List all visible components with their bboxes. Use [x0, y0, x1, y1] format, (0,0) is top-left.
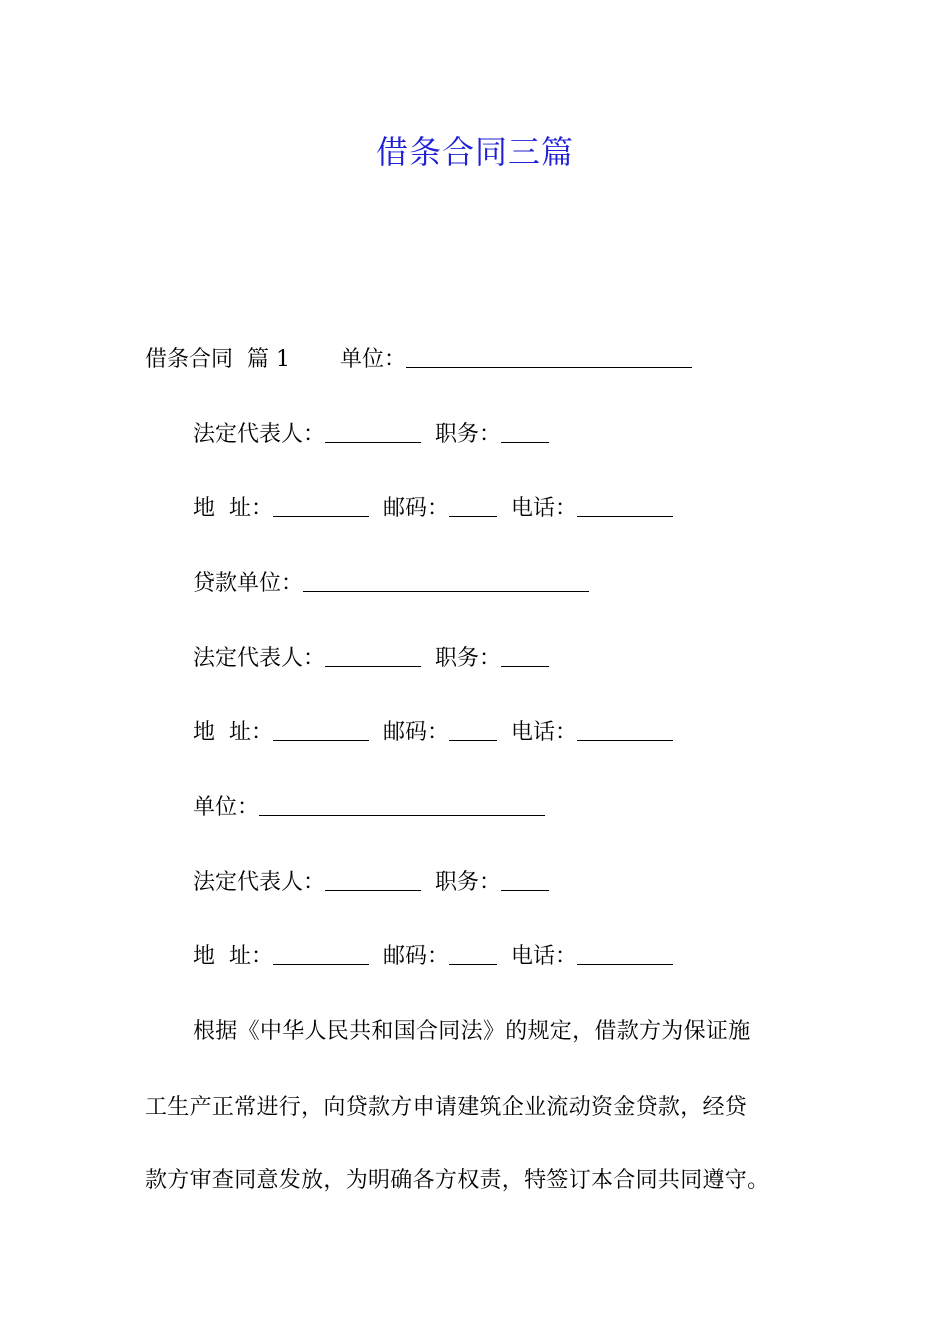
- guarantor-unit-blank[interactable]: [259, 793, 545, 816]
- guarantor-unit-label: 单位：: [193, 795, 260, 820]
- rep-label: 法定代表人：: [193, 870, 326, 895]
- postcode-label: 邮码：: [383, 720, 450, 745]
- document-title: 借条合同三篇: [375, 133, 574, 171]
- rep-line-3: [193, 868, 549, 898]
- lender-unit-label: 贷款单位：: [193, 571, 304, 596]
- address-label: 地 址：: [193, 944, 273, 969]
- address-label: 地 址：: [193, 496, 273, 521]
- address-label: 地 址：: [193, 720, 273, 745]
- lender-unit-blank[interactable]: [303, 569, 589, 592]
- phone-blank[interactable]: [577, 494, 673, 517]
- postcode-blank[interactable]: [449, 718, 497, 741]
- phone-label: 电话：: [511, 944, 578, 969]
- phone-label: 电话：: [511, 496, 578, 521]
- position-blank[interactable]: [501, 868, 549, 891]
- rep-line-2: [193, 644, 549, 674]
- rep-blank[interactable]: [325, 644, 421, 667]
- postcode-blank[interactable]: [449, 494, 497, 517]
- position-label: 职务：: [435, 646, 502, 671]
- unit-blank[interactable]: [406, 345, 692, 368]
- guarantor-unit-line: [193, 793, 545, 823]
- position-label: 职务：: [435, 422, 502, 447]
- position-blank[interactable]: [501, 420, 549, 443]
- phone-label: 电话：: [511, 720, 578, 745]
- borrower-unit-line: [145, 345, 692, 375]
- postcode-blank[interactable]: [449, 942, 497, 965]
- address-line-3: [193, 942, 673, 972]
- postcode-label: 邮码：: [383, 496, 450, 521]
- phone-blank[interactable]: [577, 942, 673, 965]
- body-paragraph-line: 根据《中华人民共和国合同法》的规定，借款方为保证施: [193, 1019, 751, 1044]
- body-paragraph-line: 款方审查同意发放，为明确各方权责，特签订本合同共同遵守。: [145, 1168, 770, 1193]
- address-blank[interactable]: [273, 494, 369, 517]
- position-blank[interactable]: [501, 644, 549, 667]
- rep-label: 法定代表人：: [193, 422, 326, 447]
- body-paragraph-line: 工生产正常进行，向贷款方申请建筑企业流动资金贷款，经贷: [145, 1095, 748, 1120]
- rep-label: 法定代表人：: [193, 646, 326, 671]
- address-blank[interactable]: [273, 942, 369, 965]
- rep-blank[interactable]: [325, 868, 421, 891]
- position-label: 职务：: [435, 870, 502, 895]
- lender-unit-line: [193, 569, 589, 599]
- phone-blank[interactable]: [577, 718, 673, 741]
- rep-blank[interactable]: [325, 420, 421, 443]
- rep-line-1: [193, 420, 549, 450]
- postcode-label: 邮码：: [383, 944, 450, 969]
- section-heading: 借条合同 篇 1: [145, 347, 290, 372]
- address-line-2: [193, 718, 673, 748]
- address-line-1: [193, 494, 673, 524]
- unit-label: 单位：: [339, 347, 406, 372]
- address-blank[interactable]: [273, 718, 369, 741]
